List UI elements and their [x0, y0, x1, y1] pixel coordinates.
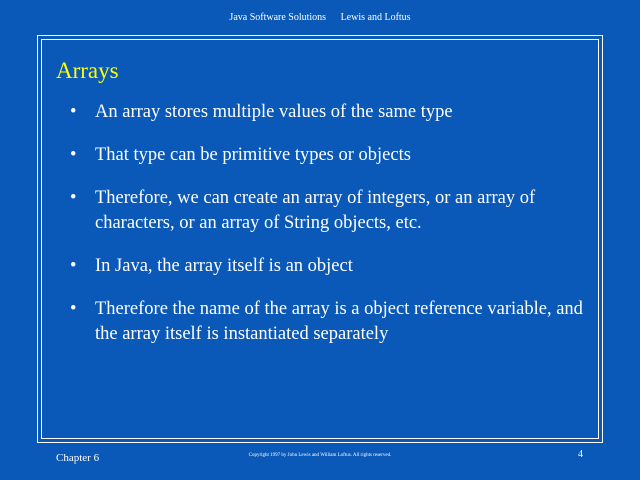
bullet-text: That type can be primitive types or objects — [95, 145, 411, 165]
bullet-icon: • — [70, 145, 77, 165]
bullet-icon: • — [70, 102, 77, 122]
slide-header — [0, 12, 640, 23]
authors: Lewis and Loftus — [340, 12, 411, 23]
chapter-label: Chapter 6 — [56, 452, 100, 464]
bullet-icon: • — [70, 256, 77, 276]
bullet-text: In Java, the array itself is an object — [95, 256, 353, 276]
bullet-text: An array stores multiple values of the same type — [95, 102, 453, 122]
bullet-item — [70, 186, 590, 236]
bullet-item — [70, 254, 590, 279]
bullet-icon: • — [70, 188, 77, 208]
bullet-item — [70, 100, 590, 125]
page-number: 4 — [578, 449, 583, 460]
slide-title: Arrays — [56, 58, 119, 83]
bullet-item — [70, 297, 590, 347]
bullet-list — [70, 100, 590, 365]
book-title: Java Software Solutions — [229, 12, 327, 23]
copyright-notice: Copyright 1997 by John Lewis and William Loftus. All rights reserved. — [248, 453, 392, 458]
bullet-text: Therefore the name of the array is a object reference variable, and the array itself is instantiated separately — [95, 299, 583, 344]
bullet-icon: • — [70, 299, 77, 319]
bullet-text: Therefore, we can create an array of integers, or an array of characters, or an array of String objects, etc. — [95, 188, 536, 233]
bullet-item — [70, 143, 590, 168]
